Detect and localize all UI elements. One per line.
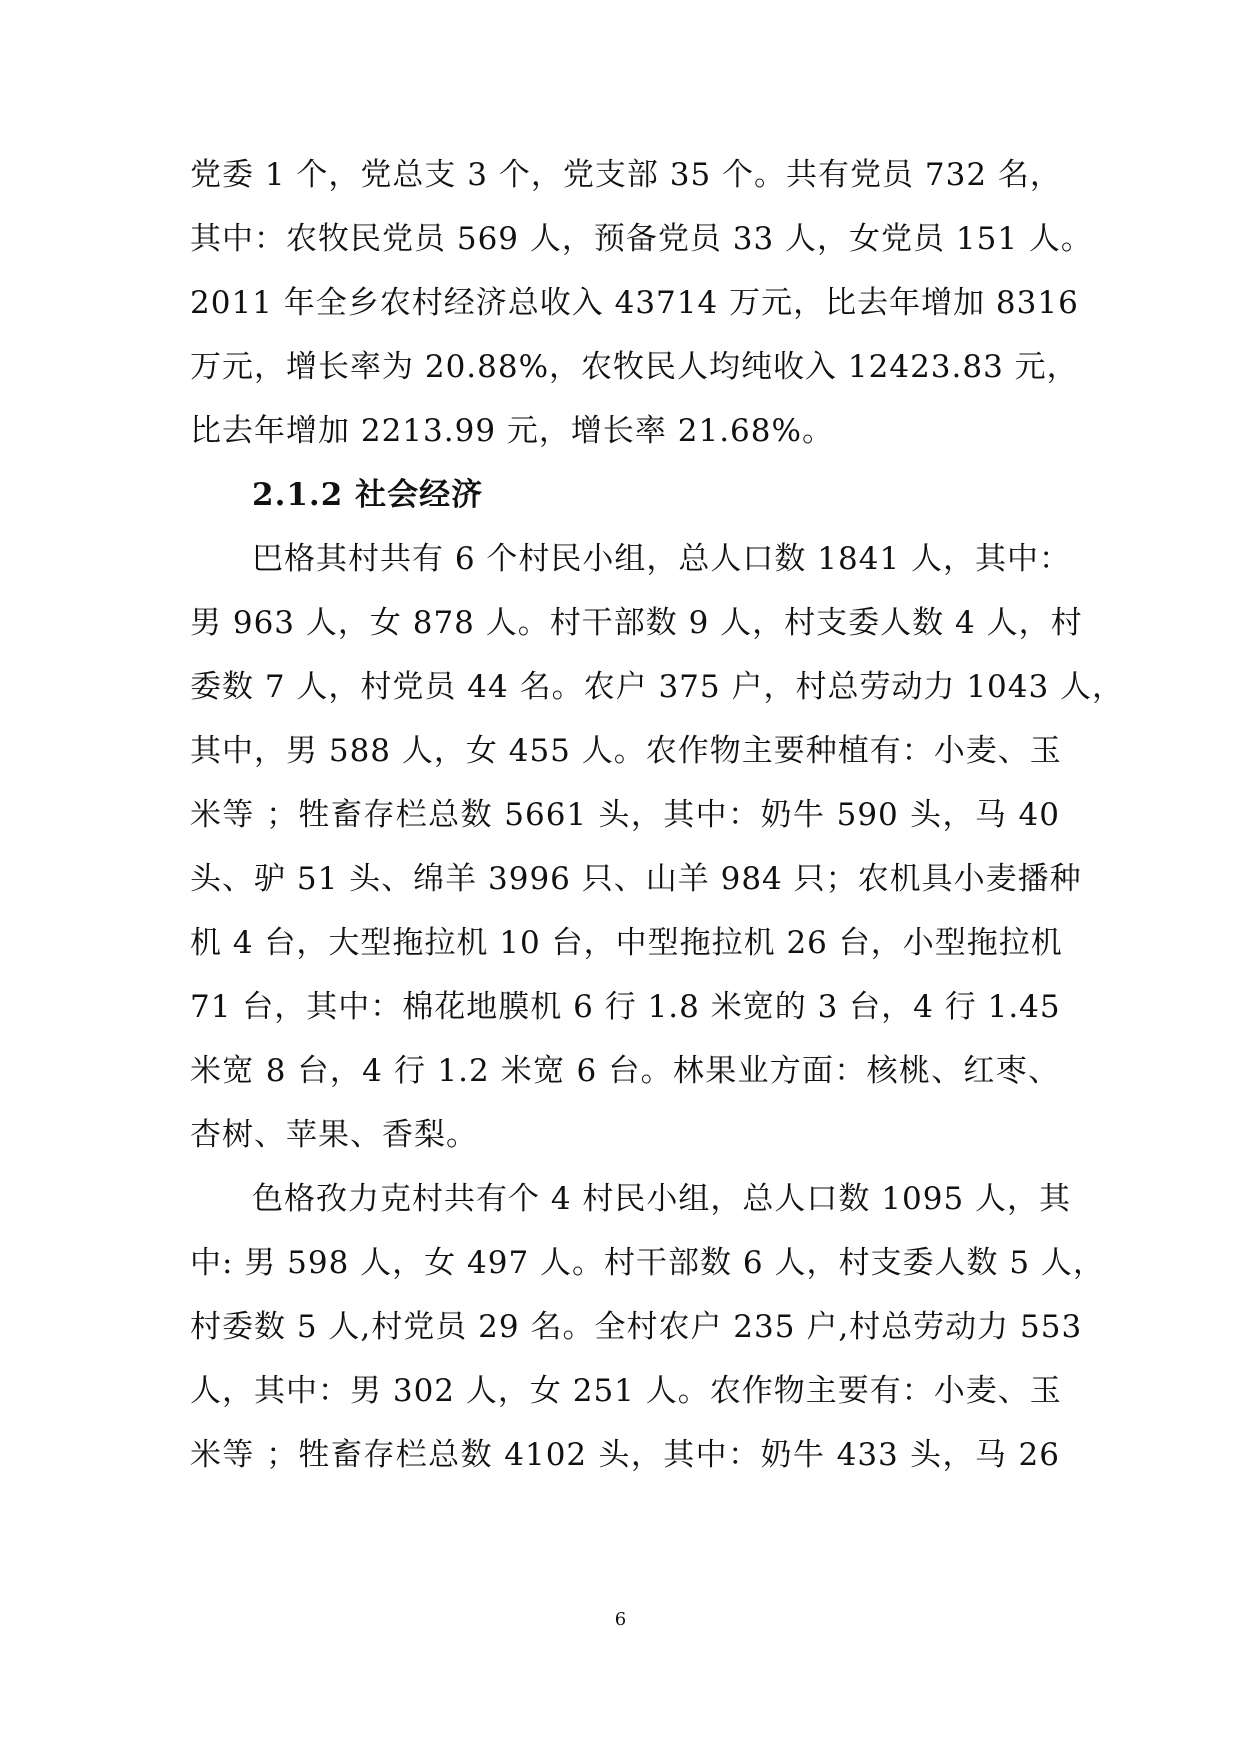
paragraph-line: 中: 男 598 人，女 497 人。村干部数 6 人，村支委人数 5 人， (190, 1245, 1105, 1281)
paragraph-line: 比去年增加 2213.99 元，增长率 21.68%。 (190, 413, 834, 449)
paragraph-line: 米等 ；牲畜存栏总数 4102 头，其中：奶牛 433 头，马 26 (190, 1437, 1060, 1473)
paragraph-line: 米宽 8 台，4 行 1.2 米宽 6 台。林果业方面：核桃、红枣、 (190, 1053, 1060, 1089)
paragraph-line: 男 963 人，女 878 人。村干部数 9 人，村支委人数 4 人，村 (190, 605, 1083, 641)
paragraph-line: 71 台，其中：棉花地膜机 6 行 1.8 米宽的 3 台，4 行 1.45 (190, 989, 1061, 1025)
paragraph-line: 其中，男 588 人，女 455 人。农作物主要种植有：小麦、玉 (190, 733, 1062, 769)
paragraph-line: 其中：农牧民党员 569 人，预备党员 33 人，女党员 151 人。 (190, 221, 1093, 257)
paragraph-line: 头、驴 51 头、绵羊 3996 只、山羊 984 只；农机具小麦播种 (190, 861, 1082, 897)
paragraph-line: 米等 ；牲畜存栏总数 5661 头，其中：奶牛 590 头，马 40 (190, 797, 1060, 833)
paragraph-line: 2011 年全乡农村经济总收入 43714 万元，比去年增加 8316 (190, 285, 1079, 321)
paragraph-line: 机 4 台，大型拖拉机 10 台，中型拖拉机 26 台，小型拖拉机 (190, 925, 1063, 961)
paragraph-line: 人，其中：男 302 人，女 251 人。农作物主要有：小麦、玉 (190, 1373, 1062, 1409)
page-number: 6 (614, 1609, 627, 1630)
paragraph-line: 色格孜力克村共有个 4 村民小组，总人口数 1095 人，其 (252, 1181, 1072, 1217)
paragraph-line: 党委 1 个，党总支 3 个，党支部 35 个。共有党员 732 名， (190, 157, 1062, 193)
paragraph-line: 委数 7 人，村党员 44 名。农户 375 户，村总劳动力 1043 人， (190, 669, 1125, 705)
section-heading: 2.1.2 社会经济 (252, 477, 484, 513)
paragraph-line: 杏树、苹果、香梨。 (190, 1117, 478, 1153)
paragraph-line: 万元，增长率为 20.88%，农牧民人均纯收入 12423.83 元， (190, 349, 1079, 385)
paragraph-line: 巴格其村共有 6 个村民小组，总人口数 1841 人，其中： (252, 541, 1072, 577)
paragraph-line: 村委数 5 人,村党员 29 名。全村农户 235 户,村总劳动力 553 (190, 1309, 1083, 1345)
